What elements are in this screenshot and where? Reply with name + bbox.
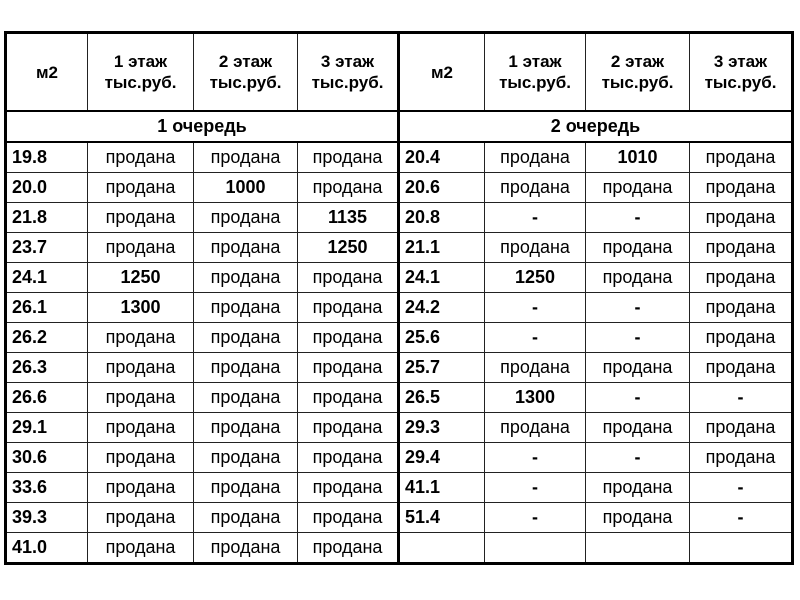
price-cell: продана [298, 142, 399, 173]
price-cell: 1000 [194, 173, 298, 203]
area-cell [399, 533, 485, 564]
price-cell: продана [485, 413, 586, 443]
price-cell: продана [194, 503, 298, 533]
price-cell: - [485, 443, 586, 473]
area-cell: 26.5 [399, 383, 485, 413]
area-cell: 20.8 [399, 203, 485, 233]
price-cell: продана [194, 533, 298, 564]
price-cell: продана [194, 413, 298, 443]
price-cell: продана [194, 293, 298, 323]
area-cell: 20.0 [6, 173, 88, 203]
area-cell: 33.6 [6, 473, 88, 503]
price-cell: 1250 [485, 263, 586, 293]
table-row [6, 233, 793, 263]
area-cell: 41.1 [399, 473, 485, 503]
price-cell: - [690, 383, 793, 413]
price-cell: продана [485, 142, 586, 173]
area-cell: 26.1 [6, 293, 88, 323]
price-cell: 1250 [298, 233, 399, 263]
area-cell: 21.1 [399, 233, 485, 263]
area-cell: 29.4 [399, 443, 485, 473]
price-cell: продана [194, 473, 298, 503]
area-cell: 30.6 [6, 443, 88, 473]
table-row [6, 413, 793, 443]
price-cell: - [586, 443, 690, 473]
table-row [6, 473, 793, 503]
price-cell: продана [194, 383, 298, 413]
price-cell: продана [298, 383, 399, 413]
price-cell: продана [88, 443, 194, 473]
queue-row [6, 111, 793, 142]
price-cell [586, 533, 690, 564]
price-cell: продана [88, 383, 194, 413]
price-cell: продана [298, 263, 399, 293]
price-cell: продана [298, 293, 399, 323]
price-cell: 1250 [88, 263, 194, 293]
price-cell: продана [194, 142, 298, 173]
price-cell: продана [298, 503, 399, 533]
price-cell: продана [690, 233, 793, 263]
header-area-right: м2 [399, 33, 485, 112]
area-cell: 51.4 [399, 503, 485, 533]
price-cell: 1010 [586, 142, 690, 173]
header-floor2-left: 2 этаж тыс.руб. [194, 33, 298, 112]
table-body [6, 142, 793, 564]
header-row [6, 33, 793, 112]
price-cell: продана [586, 233, 690, 263]
area-cell: 23.7 [6, 233, 88, 263]
price-cell: продана [690, 203, 793, 233]
price-cell: - [485, 203, 586, 233]
price-cell: продана [690, 293, 793, 323]
price-cell: продана [485, 173, 586, 203]
price-cell: продана [194, 203, 298, 233]
price-cell: продана [298, 173, 399, 203]
price-cell: продана [88, 173, 194, 203]
price-cell: 1300 [485, 383, 586, 413]
table-row [6, 503, 793, 533]
price-cell: продана [690, 413, 793, 443]
price-cell: - [690, 473, 793, 503]
price-cell: - [586, 203, 690, 233]
price-cell: продана [485, 353, 586, 383]
table-row [6, 353, 793, 383]
header-floor1-right: 1 этаж тыс.руб. [485, 33, 586, 112]
price-cell: - [485, 473, 586, 503]
price-table-frame [4, 31, 794, 565]
price-cell: продана [485, 233, 586, 263]
header-floor3-left: 3 этаж тыс.руб. [298, 33, 399, 112]
price-cell: продана [194, 233, 298, 263]
table-row [6, 443, 793, 473]
area-cell: 25.7 [399, 353, 485, 383]
area-cell: 29.3 [399, 413, 485, 443]
area-cell: 29.1 [6, 413, 88, 443]
queue-2-label: 2 очередь [399, 111, 793, 142]
price-cell: продана [298, 413, 399, 443]
area-cell: 21.8 [6, 203, 88, 233]
price-table [4, 31, 794, 565]
price-cell: - [485, 323, 586, 353]
area-cell: 20.4 [399, 142, 485, 173]
price-cell: продана [88, 413, 194, 443]
area-cell: 25.6 [399, 323, 485, 353]
price-cell: - [690, 503, 793, 533]
price-cell: продана [690, 263, 793, 293]
table-row [6, 203, 793, 233]
price-cell: продана [690, 142, 793, 173]
price-cell: продана [586, 263, 690, 293]
area-cell: 24.1 [399, 263, 485, 293]
price-cell: продана [586, 173, 690, 203]
table-row [6, 323, 793, 353]
price-cell: продана [690, 323, 793, 353]
price-cell: 1300 [88, 293, 194, 323]
price-cell: продана [298, 353, 399, 383]
price-cell: продана [88, 233, 194, 263]
area-cell: 19.8 [6, 142, 88, 173]
price-cell: продана [690, 353, 793, 383]
price-cell: продана [586, 503, 690, 533]
header-area-left: м2 [6, 33, 88, 112]
price-cell: - [485, 503, 586, 533]
price-cell: 1135 [298, 203, 399, 233]
area-cell: 20.6 [399, 173, 485, 203]
price-cell: продана [88, 142, 194, 173]
area-cell: 26.2 [6, 323, 88, 353]
area-cell: 24.2 [399, 293, 485, 323]
price-cell: продана [586, 473, 690, 503]
price-cell: - [586, 383, 690, 413]
price-cell: - [586, 323, 690, 353]
table-row [6, 173, 793, 203]
price-cell: - [485, 293, 586, 323]
price-cell: продана [88, 473, 194, 503]
price-cell: продана [194, 323, 298, 353]
price-cell: продана [298, 323, 399, 353]
table-row [6, 263, 793, 293]
price-cell: продана [690, 173, 793, 203]
price-cell: продана [88, 353, 194, 383]
table-row [6, 142, 793, 173]
queue-1-label: 1 очередь [6, 111, 399, 142]
area-cell: 26.6 [6, 383, 88, 413]
table-row [6, 383, 793, 413]
area-cell: 39.3 [6, 503, 88, 533]
price-cell: продана [88, 533, 194, 564]
header-floor1-left: 1 этаж тыс.руб. [88, 33, 194, 112]
price-cell [485, 533, 586, 564]
price-cell: продана [298, 473, 399, 503]
price-cell: продана [194, 353, 298, 383]
price-cell: продана [88, 203, 194, 233]
price-cell: продана [298, 443, 399, 473]
price-cell: - [586, 293, 690, 323]
table-row [6, 533, 793, 564]
price-cell: продана [88, 323, 194, 353]
price-cell: продана [690, 443, 793, 473]
price-cell: продана [88, 503, 194, 533]
price-cell: продана [194, 263, 298, 293]
area-cell: 41.0 [6, 533, 88, 564]
table-row [6, 293, 793, 323]
header-floor3-right: 3 этаж тыс.руб. [690, 33, 793, 112]
area-cell: 26.3 [6, 353, 88, 383]
header-floor2-right: 2 этаж тыс.руб. [586, 33, 690, 112]
price-cell: продана [586, 413, 690, 443]
price-cell: продана [298, 533, 399, 564]
price-cell: продана [194, 443, 298, 473]
area-cell: 24.1 [6, 263, 88, 293]
price-cell [690, 533, 793, 564]
price-cell: продана [586, 353, 690, 383]
